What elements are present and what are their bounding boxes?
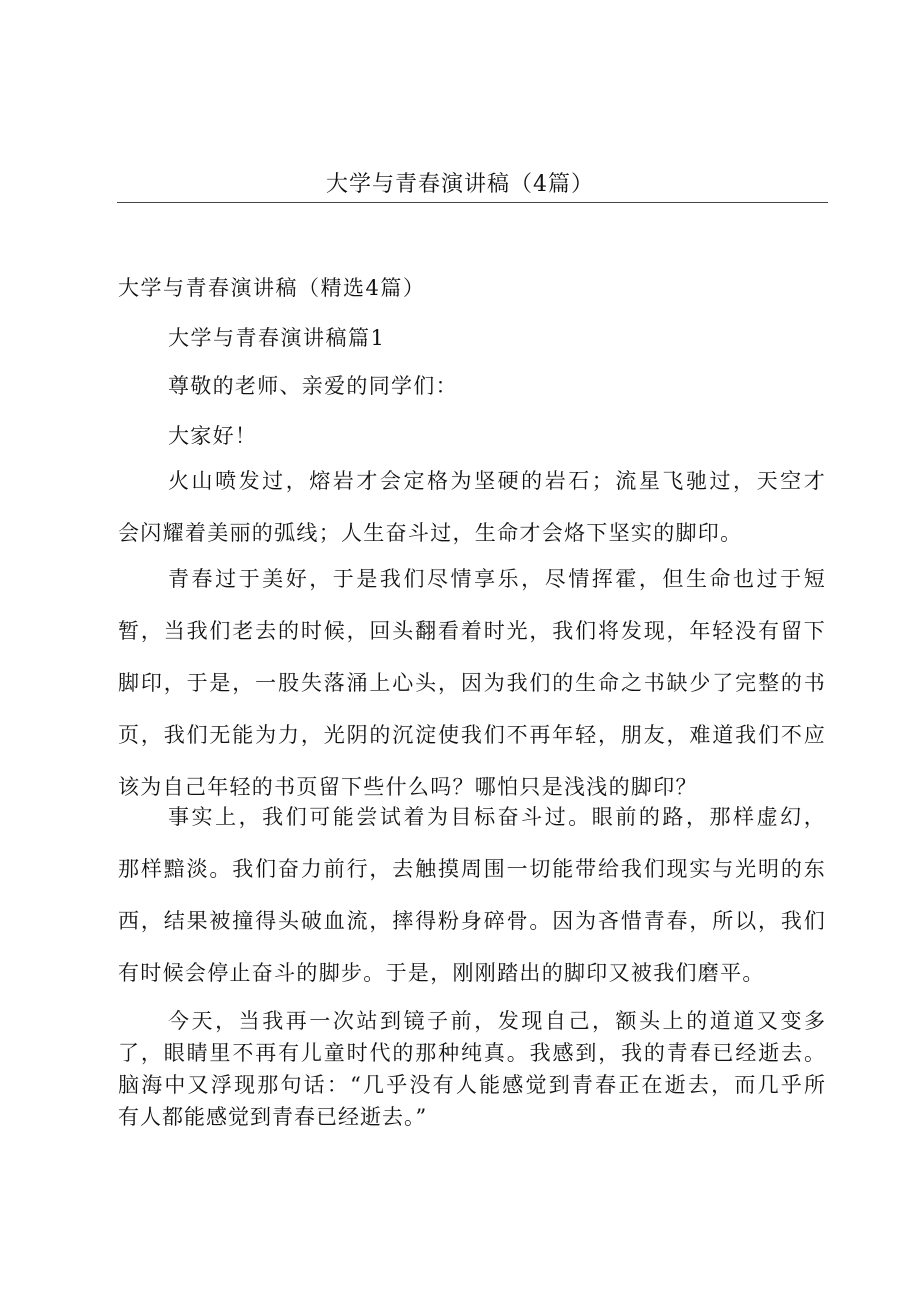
paragraph-line: 暂，当我们老去的时候，回头翻看着时光，我们将发现，年轻没有留下: [118, 619, 826, 643]
paragraph-line: 了，眼睛里不再有儿童时代的那种纯真。我感到，我的青春已经逝去。: [118, 1041, 826, 1065]
greeting: 大家好！: [168, 424, 258, 448]
paragraph-line: 西，结果被撞得头破血流，摔得粉身碎骨。因为吝惜青春，所以，我们: [118, 909, 826, 933]
paragraph-2: [118, 564, 826, 824]
document-title: 大学与青春演讲稿（4篇）: [326, 172, 594, 197]
paragraph-3: [118, 802, 826, 1010]
title-underline: [117, 202, 828, 203]
paragraph-line: 有人都能感觉到青春已经逝去。”: [118, 1105, 428, 1129]
paragraph-line: 青春过于美好，于是我们尽情享乐，尽情挥霍，但生命也过于短: [168, 567, 826, 591]
paragraph-line: 今天，当我再一次站到镜子前，发现自己，额头上的道道又变多: [168, 1009, 826, 1033]
paragraph-line: 页，我们无能为力，光阴的沉淀使我们不再年轻，朋友，难道我们不应: [118, 723, 826, 747]
paragraph-line: 火山喷发过，熔岩才会定格为坚硬的岩石；流星飞驰过，天空才: [168, 469, 826, 493]
paragraph-1: [118, 466, 826, 570]
paragraph-line: 脑海中又浮现那句话：“几乎没有人能感觉到青春正在逝去，而几乎所: [118, 1073, 826, 1097]
salutation: 尊敬的老师、亲爱的同学们：: [168, 374, 458, 398]
paragraph-4: [118, 1006, 826, 1134]
paragraph-line: 该为自己年轻的书页留下些什么吗？哪怕只是浅浅的脚印？: [118, 775, 698, 799]
paragraph-line: 那样黯淡。我们奋力前行，去触摸周围一切能带给我们现实与光明的东: [118, 857, 826, 881]
paragraph-line: 事实上，我们可能尝试着为目标奋斗过。眼前的路，那样虚幻，: [168, 805, 826, 829]
paragraph-line: 脚印，于是，一股失落涌上心头，因为我们的生命之书缺少了完整的书: [118, 671, 826, 695]
paragraph-line: 有时候会停止奋斗的脚步。于是，刚刚踏出的脚印又被我们磨平。: [118, 961, 765, 985]
paragraph-line: 会闪耀着美丽的弧线；人生奋斗过，生命才会烙下坚实的脚印。: [118, 521, 743, 545]
document-subtitle: 大学与青春演讲稿（精选4篇）: [118, 276, 426, 300]
section-heading: 大学与青春演讲稿篇1: [168, 326, 386, 350]
